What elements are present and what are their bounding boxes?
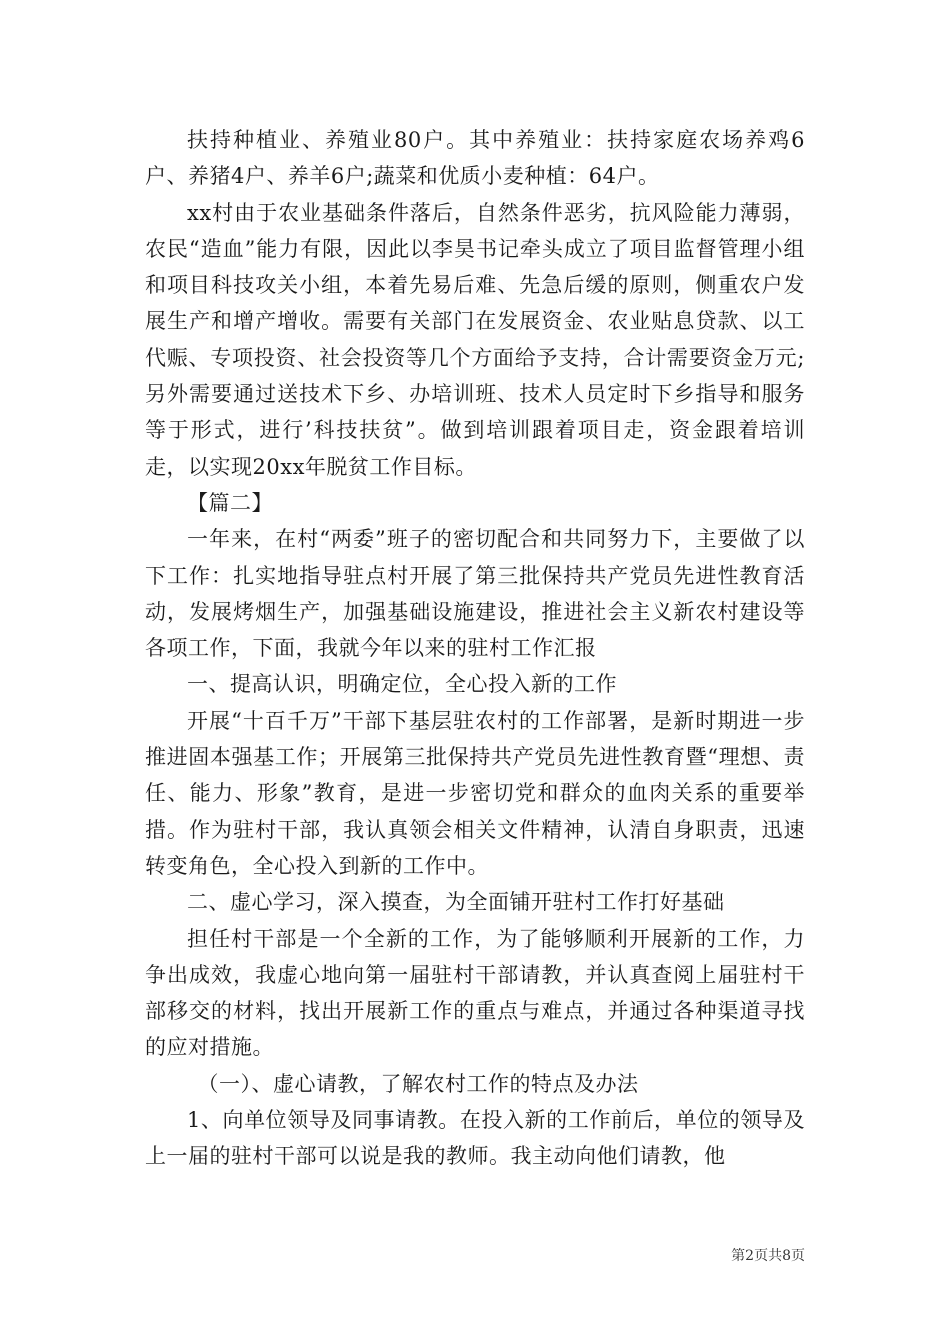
paragraph-year-summary: 一年来，在村“两委”班子的密切配合和共同努力下，主要做了以下工作：扎实地指导驻点村开展了第三批保持共产党员先进性教育活动，发展烤烟生产，加强基础设施建设，推进社会主义新农村建设等各项工作，下面，我就今年以来的驻村工作汇报 xyxy=(145,527,805,661)
section-title-part-two: 【篇二】 xyxy=(187,490,273,515)
heading-one: 一、提高认识，明确定位，全心投入新的工作 xyxy=(187,672,617,697)
subheading-one: （一）、虚心请教，了解农村工作的特点及办法 xyxy=(197,1071,639,1096)
paragraph-work-deployment: 开展“十百千万”干部下基层驻农村的工作部署，是新时期进一步推进固本强基工作；开展第三批保持共产党员先进性教育暨“理想、责任、能力、形象”教育，是进一步密切党和群众的血肉关系的重要举措。作为驻村干部，我认真领会相关文件精神，认清自身职责，迅速转变角色，全心投入到新的工作中。 xyxy=(145,708,805,878)
paragraph-village-conditions: xx村由于农业基础条件落后，自然条件恶劣，抗风险能力薄弱，农民“造血”能力有限，因此以李昊书记牵头成立了项目监督管理小组和项目科技攻关小组，本着先易后难、先急后缓的原则，侧重农户发展生产和增产增收。需要有关部门在发展资金、农业贴息贷款、以工代赈、专项投资、社会投资等几个方面给予支持，合计需要资金万元;另外需要通过送技术下乡、办培训班、技术人员定时下乡指导和服务等于形式，进行’科技扶贫”。做到培训跟着项目走，资金跟着培训走，以实现20xx年脱贫工作目标。 xyxy=(145,200,805,479)
page-number: 第2页共8页 xyxy=(731,1248,805,1264)
document-body xyxy=(145,122,805,1175)
paragraph-ask-leaders: 1、向单位领导及同事请教。在投入新的工作前后，单位的领导及上一届的驻村干部可以说是我的教师。我主动向他们请教，他 xyxy=(145,1108,805,1169)
heading-two: 二、虚心学习，深入摸查，为全面铺开驻村工作打好基础 xyxy=(187,890,725,915)
paragraph-support-planting: 扶持种植业、养殖业80户。其中养殖业：扶持家庭农场养鸡6户、养猪4户、养羊6户;蔬菜和优质小麦种植：64户。 xyxy=(145,128,805,189)
paragraph-new-work: 担任村干部是一个全新的工作，为了能够顺利开展新的工作，力争出成效，我虚心地向第一届驻村干部请教，并认真查阅上届驻村干部移交的材料，找出开展新工作的重点与难点，并通过各种渠道寻找的应对措施。 xyxy=(145,926,805,1060)
